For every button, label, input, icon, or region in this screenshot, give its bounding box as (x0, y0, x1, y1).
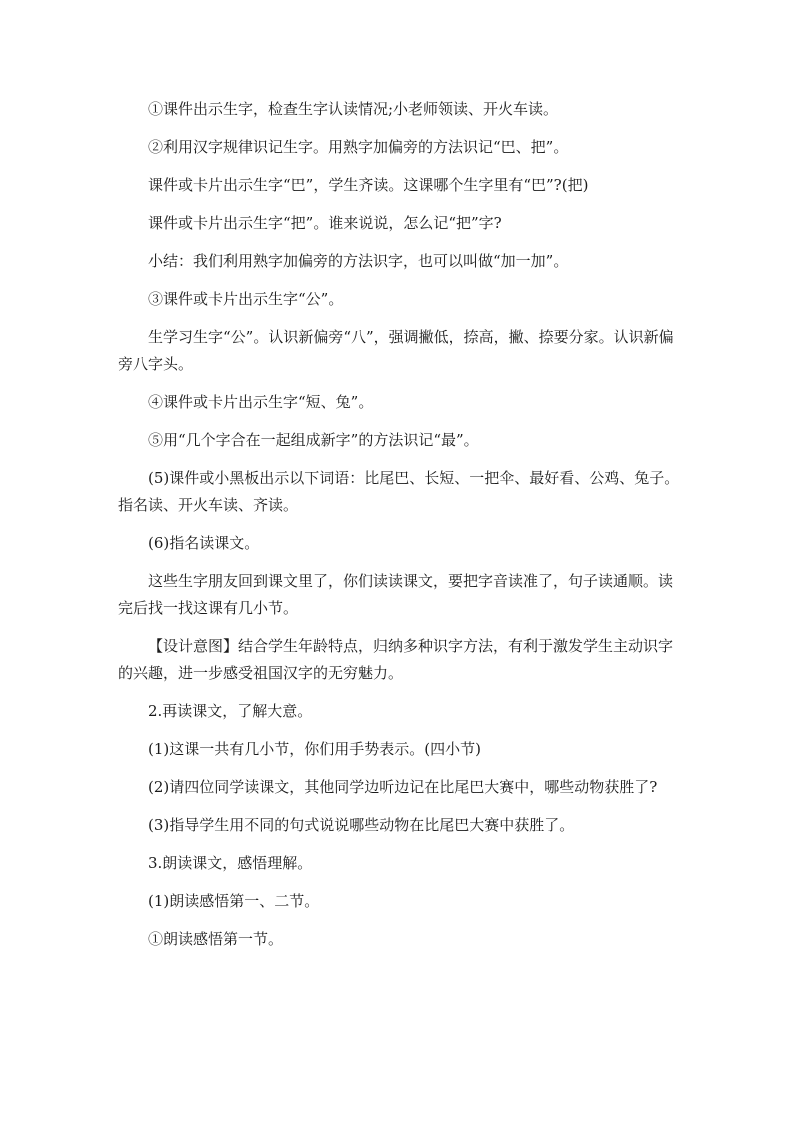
paragraph-16: (2)请四位同学读课文，其他同学边听边记在比尾巴大赛中，哪些动物获胜了? (148, 778, 658, 796)
paragraph-13: 【设计意图】结合学生年龄特点，归纳多种识字方法，有利于激发学生主动识字的兴趣，进一步感受祖国汉字的无穷魅力。 (118, 637, 674, 682)
paragraph-4: 课件或卡片出示生字“把”。谁来说说，怎么记“把”字? (148, 214, 502, 232)
paragraph-18: 3.朗读课文，感悟理解。 (148, 854, 313, 872)
paragraph-17: (3)指导学生用不同的句式说说哪些动物在比尾巴大赛中获胜了。 (148, 816, 575, 834)
paragraph-15: (1)这课一共有几小节，你们用手势表示。(四小节) (148, 740, 481, 758)
paragraph-10: (5)课件或小黑板出示以下词语：比尾巴、长短、一把伞、最好看、公鸡、兔子。指名读、开火车读、齐读。 (118, 469, 680, 514)
paragraph-6: ③课件或卡片出示生字“公”。 (148, 290, 344, 308)
paragraph-20: ①朗读感悟第一节。 (148, 930, 284, 948)
paragraph-14: 2.再读课文，了解大意。 (148, 702, 313, 720)
paragraph-19: (1)朗读感悟第一、二节。 (148, 892, 320, 910)
paragraph-7: 生学习生字“公”。认识新偏旁“八”，强调撇低，捺高，撇、捺要分家。认识新偏旁八字头。 (118, 328, 674, 373)
paragraph-2: ②利用汉字规律识记生字。用熟字加偏旁的方法识记“巴、把”。 (148, 138, 569, 156)
paragraph-11: (6)指名读课文。 (148, 534, 260, 552)
paragraph-3: 课件或卡片出示生字“巴”，学生齐读。这课哪个生字里有“巴”?(把) (148, 176, 589, 194)
paragraph-8: ④课件或卡片出示生字“短、兔”。 (148, 393, 374, 411)
paragraph-9: ⑤用“几个字合在一起组成新字”的方法识记“最”。 (148, 431, 479, 449)
paragraph-12: 这些生字朋友回到课文里了，你们读读课文，要把字音读准了，句子读通顺。读完后找一找这课有几小节。 (118, 572, 674, 617)
paragraph-5: 小结：我们利用熟字加偏旁的方法识字，也可以叫做“加一加”。 (148, 252, 569, 270)
document-body (118, 96, 682, 964)
paragraph-1: ①课件出示生字，检查生字认读情况;小老师领读、开火车读。 (148, 100, 559, 118)
